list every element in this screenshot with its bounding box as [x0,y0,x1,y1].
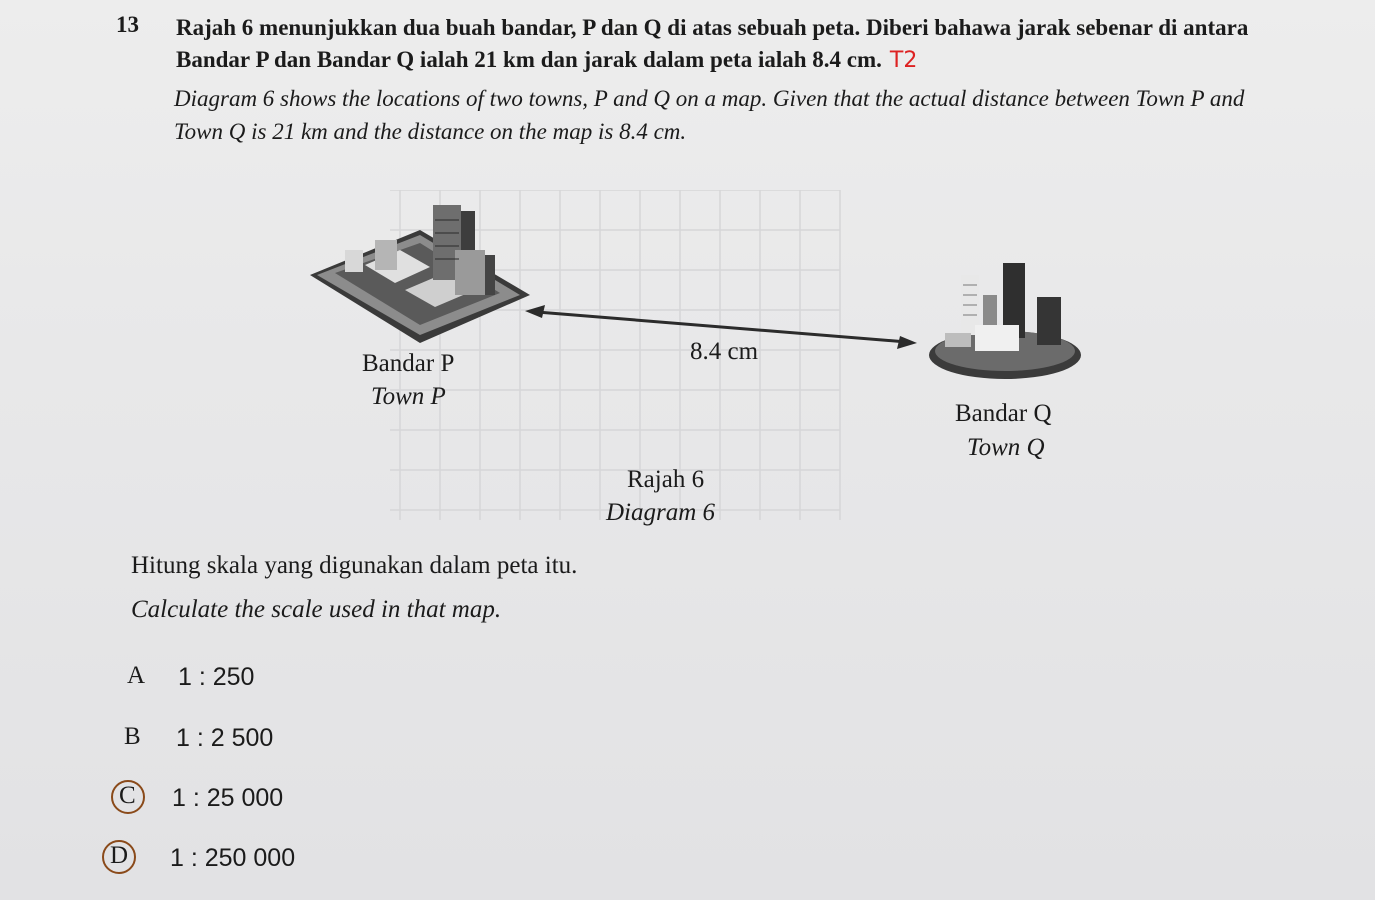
question-number: 13 [116,12,139,37]
prompt-english: Calculate the scale used in that map. [131,596,502,623]
town-q-malay-label: Bandar Q [955,400,1052,427]
prompt-malay: Hitung skala yang digunakan dalam peta itu. [131,552,578,579]
option-c-value: 1 : 25 000 [172,784,284,812]
handwritten-mark: T2 [889,48,918,73]
town-q-english-label: Town Q [967,434,1045,461]
option-d-letter[interactable]: D [110,842,129,869]
option-d-value: 1 : 250 000 [170,844,296,872]
town-p-english-label: Town P [371,383,446,410]
option-a-letter[interactable]: A [127,662,146,689]
town-p-illustration [305,195,535,345]
option-b-value: 1 : 2 500 [176,724,274,752]
town-q-illustration [925,255,1085,385]
town-p-malay-label: Bandar P [362,350,455,377]
diagram-caption-malay: Rajah 6 [627,466,705,493]
question-text-english: Diagram 6 shows the locations of two towns, P and Q on a map. Given that the actual distance between Town P and Town Q is 21 km and the distance on the map is 8.4 cm. [174,86,1245,144]
distance-label: 8.4 cm [690,338,759,365]
option-b-letter[interactable]: B [124,723,141,750]
diagram-caption-english: Diagram 6 [606,499,716,526]
question-text-malay [176,12,1266,77]
option-a-value: 1 : 250 [178,663,255,691]
option-c-letter[interactable]: C [119,782,136,809]
malay-text: Rajah 6 menunjukkan dua buah bandar, P dan Q di atas sebuah peta. Diberi bahawa jarak sebenar di antara Bandar P dan Bandar Q ialah 21 km dan jarak dalam peta ialah 8.4 cm. [176,15,1249,72]
